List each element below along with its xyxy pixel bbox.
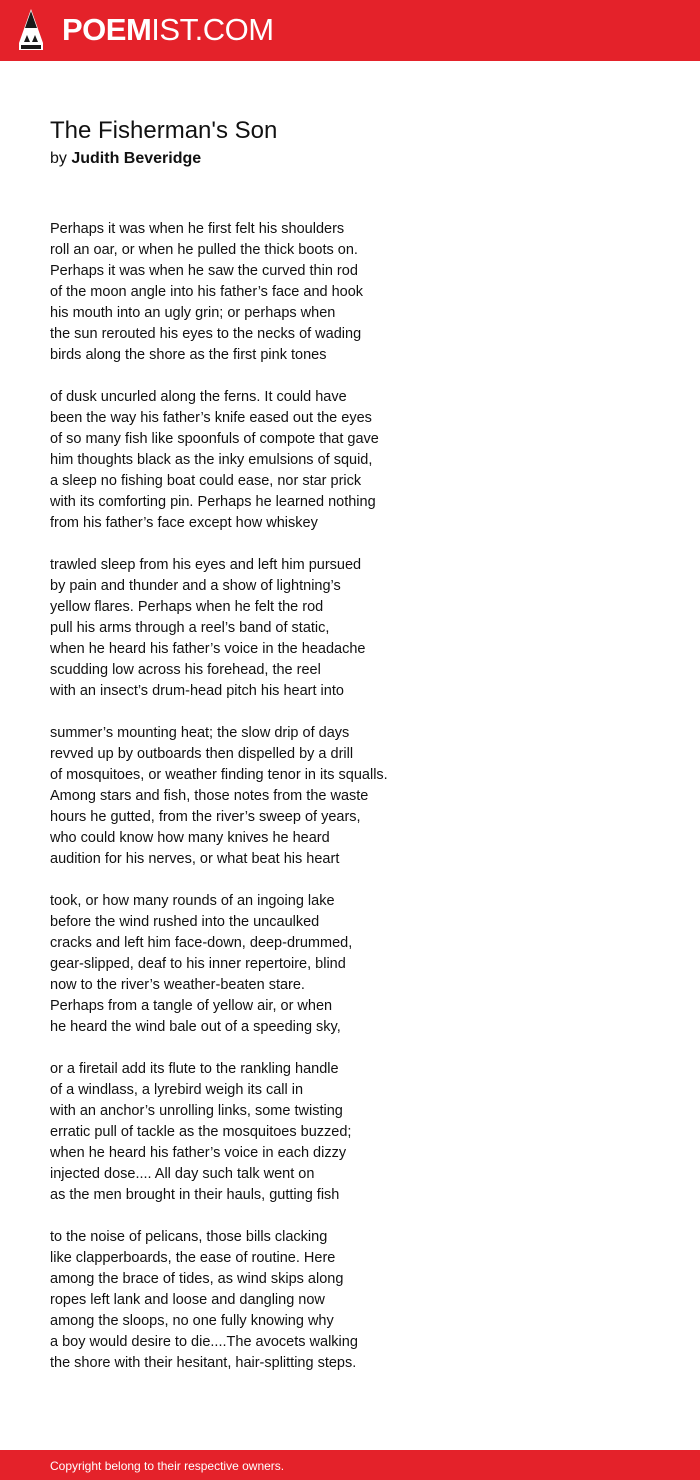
poem-line: among the sloops, no one fully knowing why (50, 1313, 334, 1329)
poem-stanza (50, 219, 670, 366)
poem-title: The Fisherman's Son (50, 117, 278, 144)
site-logo[interactable] (62, 11, 274, 49)
poem-line: him thoughts black as the inky emulsions of squid, (50, 452, 373, 468)
poem-line: when he heard his father’s voice in each dizzy (50, 1145, 347, 1161)
poem-line: of dusk uncurled along the ferns. It could have (50, 389, 347, 405)
poem-line: now to the river’s weather-beaten stare. (50, 977, 305, 993)
poem-line: the shore with their hesitant, hair-splitting steps. (50, 1355, 357, 1371)
poem-stanza (50, 1059, 670, 1206)
poem-line: been the way his father’s knife eased out the eyes (50, 410, 372, 426)
poem-line: audition for his nerves, or what beat his heart (50, 851, 340, 867)
poem-stanza (50, 1227, 670, 1374)
poem-line: birds along the shore as the first pink tones (50, 347, 327, 363)
poem-byline (50, 148, 201, 170)
poem-line: as the men brought in their hauls, gutting fish (50, 1187, 340, 1203)
poem-line: like clapperboards, the ease of routine. Here (50, 1250, 336, 1266)
poem-line: a sleep no fishing boat could ease, nor star prick (50, 473, 362, 489)
brand-bold: POEM (62, 12, 152, 47)
poem-line: before the wind rushed into the uncaulked (50, 914, 320, 930)
poem-line: the sun rerouted his eyes to the necks of wading (50, 326, 362, 342)
poem-line: Perhaps it was when he saw the curved thin rod (50, 263, 358, 279)
site-header (0, 0, 700, 61)
poem-line: hours he gutted, from the river’s sweep of years, (50, 809, 361, 825)
poem-line: of so many fish like spoonfuls of compote that gave (50, 431, 379, 447)
poem-line: his mouth into an ugly grin; or perhaps when (50, 305, 336, 321)
poem-stanza (50, 555, 670, 702)
poem-line: summer’s mounting heat; the slow drip of days (50, 725, 350, 741)
poem-line: roll an oar, or when he pulled the thick boots on. (50, 242, 358, 258)
poem-line: pull his arms through a reel’s band of static, (50, 620, 330, 636)
poem-stanza (50, 891, 670, 1038)
poem-line: of the moon angle into his father’s face and hook (50, 284, 364, 300)
poem-line: Perhaps from a tangle of yellow air, or when (50, 998, 333, 1014)
poem-stanza (50, 723, 670, 870)
poem-line: by pain and thunder and a show of lightning’s (50, 578, 341, 594)
pencil-tip-icon[interactable] (17, 9, 45, 51)
poem-line: from his father’s face except how whiskey (50, 515, 318, 531)
poem-line: trawled sleep from his eyes and left him pursued (50, 557, 362, 573)
poem-line: cracks and left him face-down, deep-drummed, (50, 935, 353, 951)
poem-line: Perhaps it was when he first felt his shoulders (50, 221, 345, 237)
poem-line: who could know how many knives he heard (50, 830, 330, 846)
poem-line: when he heard his father’s voice in the headache (50, 641, 366, 657)
poem-line: among the brace of tides, as wind skips along (50, 1271, 344, 1287)
poem-line: or a firetail add its flute to the rankling handle (50, 1061, 339, 1077)
poem-body (50, 219, 670, 1395)
poem-line: revved up by outboards then dispelled by a drill (50, 746, 354, 762)
poem-line: yellow flares. Perhaps when he felt the rod (50, 599, 324, 615)
poem-line: with an insect’s drum-head pitch his heart into (50, 683, 344, 699)
poem-stanza (50, 387, 670, 534)
poem-line: took, or how many rounds of an ingoing lake (50, 893, 335, 909)
poem-line: erratic pull of tackle as the mosquitoes buzzed; (50, 1124, 352, 1140)
poem-line: injected dose.... All day such talk went on (50, 1166, 315, 1182)
site-footer (0, 1450, 700, 1480)
poem-line: with its comforting pin. Perhaps he learned nothing (50, 494, 376, 510)
poem-line: with an anchor’s unrolling links, some twisting (50, 1103, 343, 1119)
poem-line: of a windlass, a lyrebird weigh its call in (50, 1082, 304, 1098)
poem-line: to the noise of pelicans, those bills clacking (50, 1229, 328, 1245)
poem-line: a boy would desire to die....The avocets walking (50, 1334, 358, 1350)
poem-line: Among stars and fish, those notes from the waste (50, 788, 369, 804)
poem-line: scudding low across his forehead, the reel (50, 662, 321, 678)
poem-author: Judith Beveridge (71, 150, 202, 167)
poem-line: of mosquitoes, or weather finding tenor in its squalls. (50, 767, 388, 783)
brand-light: IST.COM (151, 12, 274, 47)
poem-line: ropes left lank and loose and dangling now (50, 1292, 325, 1308)
by-label: by (50, 150, 67, 167)
poem-line: he heard the wind bale out of a speeding sky, (50, 1019, 341, 1035)
poem-line: gear-slipped, deaf to his inner repertoire, blind (50, 956, 346, 972)
copyright-text: Copyright belong to their respective owners. (50, 1459, 285, 1473)
